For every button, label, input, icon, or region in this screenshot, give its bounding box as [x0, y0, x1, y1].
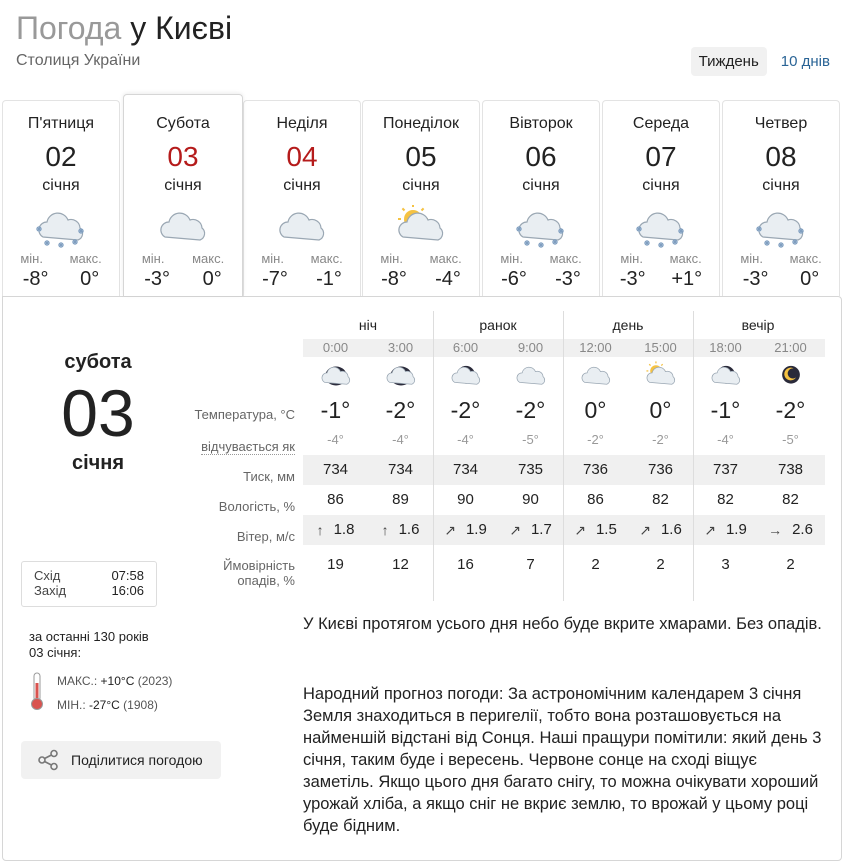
hour-temperature: -1° [710, 397, 741, 423]
sunrise-time: 07:58 [111, 568, 144, 583]
page-title [16, 8, 232, 48]
hour-wind [433, 515, 498, 545]
wind-speed: 1.9 [725, 521, 747, 538]
hour-precip: 7 [526, 556, 535, 573]
share-button[interactable] [21, 741, 221, 779]
wind-direction-icon: ↗ [704, 522, 716, 538]
history-min-label: МІН.: [57, 698, 86, 712]
day-tab[interactable] [482, 100, 600, 296]
divider [433, 311, 434, 601]
night-cloud-icon [303, 357, 368, 395]
selected-day-month: січня [71, 452, 125, 474]
hour-precip: 2 [591, 556, 600, 573]
cloud-snow-icon [511, 205, 571, 249]
min-temp: -6° [501, 268, 527, 290]
max-temp: 0° [202, 268, 222, 290]
label-temperature: Температура, °C [194, 407, 295, 422]
max-label: макс. [669, 251, 702, 266]
folk-title: Народний прогноз погоди: [303, 685, 504, 703]
day-number: 08 [765, 141, 797, 172]
temperature-row [303, 395, 825, 425]
hour-label: 9:00 [517, 340, 544, 355]
day-number: 05 [405, 141, 437, 172]
hour-precip: 12 [392, 556, 409, 573]
max-label: макс. [549, 251, 582, 266]
hour-pressure: 735 [517, 461, 544, 478]
min-temp: -8° [22, 268, 49, 290]
hour-humidity: 86 [587, 491, 604, 508]
label-feels: відчувається як [201, 439, 295, 454]
day-month: січня [522, 177, 560, 194]
day-name: Середа [632, 115, 690, 132]
hour-temperature: -2° [515, 397, 546, 423]
wind-speed: 1.5 [595, 521, 617, 538]
wind-speed: 1.7 [530, 521, 552, 538]
share-label: Поділитися погодою [71, 752, 203, 768]
ten-days-link[interactable]: 10 днів [780, 53, 830, 70]
day-tab[interactable] [2, 100, 120, 296]
day-month: січня [42, 177, 80, 194]
hour-feels: -5° [782, 432, 799, 447]
humidity-row [303, 485, 825, 515]
max-label: макс. [69, 251, 102, 266]
hour-wind [303, 515, 368, 545]
hour-wind [628, 515, 693, 545]
hour-humidity: 86 [327, 491, 344, 508]
sunset-label: Захід [34, 583, 67, 598]
hour-pressure: 736 [582, 461, 609, 478]
hour-feels: -4° [392, 432, 409, 447]
hour-label: 0:00 [322, 340, 349, 355]
min-label: мін. [380, 251, 403, 266]
hour-precip: 16 [457, 556, 474, 573]
hourly-forecast [303, 311, 825, 585]
moon-cloud-icon [433, 357, 498, 395]
wind-direction-icon: ↗ [444, 522, 456, 538]
label-precip-2: опадів, % [237, 573, 295, 588]
hour-wind [693, 515, 758, 545]
day-tabs [2, 96, 842, 296]
selected-day-number: 03 [61, 376, 135, 450]
divider [693, 311, 694, 601]
hour-feels: -4° [457, 432, 474, 447]
max-temp: 0° [800, 268, 820, 290]
cloud-snow-icon [31, 205, 91, 249]
moon-icon [758, 357, 823, 395]
wind-direction-icon: → [768, 522, 783, 538]
hour-feels: -2° [587, 432, 604, 447]
day-month: січня [762, 177, 800, 194]
day-tab[interactable] [602, 100, 720, 296]
cloud-snow-icon [751, 205, 811, 249]
wind-direction-icon: ↗ [574, 522, 586, 538]
wind-speed: 1.6 [398, 521, 420, 538]
sunset-time: 16:06 [111, 583, 144, 598]
hour-pressure: 737 [712, 461, 739, 478]
night-cloud-icon [368, 357, 433, 395]
day-month: січня [283, 177, 321, 194]
title-prefix: Погода [16, 10, 122, 46]
day-tab[interactable] [722, 100, 840, 296]
min-temp: -3° [619, 268, 646, 290]
pressure-row [303, 455, 825, 485]
day-number: 02 [45, 141, 77, 172]
hour-humidity: 90 [522, 491, 539, 508]
hour-label: 18:00 [709, 340, 742, 355]
day-tab[interactable] [362, 100, 480, 296]
hour-wind [563, 515, 628, 545]
hour-precip: 2 [656, 556, 665, 573]
hour-wind [368, 515, 433, 545]
history-line2: 03 січня: [29, 645, 82, 660]
history-records [57, 669, 172, 717]
precip-row [303, 545, 825, 585]
period-name: вечір [741, 317, 775, 333]
week-tab[interactable]: Тиждень [691, 47, 767, 76]
share-icon [37, 749, 59, 771]
day-month: січня [164, 177, 202, 194]
history-min-year: (1908) [123, 698, 158, 712]
day-name: Понеділок [382, 115, 460, 132]
wind-speed: 2.6 [792, 521, 813, 538]
hour-pressure: 738 [777, 461, 804, 478]
hour-humidity: 82 [652, 491, 669, 508]
history-max-year: (2023) [137, 674, 173, 688]
hour-pressure: 736 [647, 461, 674, 478]
sunrise-label: Схід [34, 568, 61, 583]
cloud-icon [498, 357, 563, 395]
day-name: Субота [156, 115, 210, 132]
hour-pressure: 734 [322, 461, 349, 478]
thermometer-icon [29, 671, 45, 711]
wind-direction-icon: ↗ [639, 522, 651, 538]
day-tab[interactable] [243, 100, 361, 296]
min-label: мін. [20, 251, 43, 266]
periods-row [303, 311, 825, 339]
max-label: макс. [429, 251, 462, 266]
period-name: ніч [358, 317, 378, 333]
page-subtitle: Столиця України [16, 52, 141, 69]
hour-humidity: 82 [717, 491, 734, 508]
hour-feels: -4° [327, 432, 344, 447]
history-min-value: -27°C [89, 698, 120, 712]
day-name: П'ятниця [27, 115, 95, 132]
max-label: макс. [789, 251, 822, 266]
hour-humidity: 82 [782, 491, 799, 508]
sun-times [21, 561, 157, 607]
wind-row [303, 515, 825, 545]
day-name: Четвер [754, 115, 808, 132]
period-name: день [612, 317, 644, 333]
hour-pressure: 734 [387, 461, 414, 478]
history-line1: за останні 130 років [29, 629, 149, 644]
hour-humidity: 90 [457, 491, 474, 508]
max-temp: -3° [555, 268, 581, 290]
min-temp: -7° [262, 268, 288, 290]
day-month: січня [402, 177, 440, 194]
folk-text: За астрономічним календарем 3 січня Земля знаходиться в перигелії, тобто вона розташовується на найменшій відстані від Сонця. Наші пращури помітили: який день 3 січня, таким буде і вересень. Червоне сонце на сході віщує заметіль. Якщо цього дня багато снігу, то можна очікувати хороший урожай хліба, а якщо сніг не вкриє землю, то врожай у цьому році буде бідним. [303, 685, 822, 835]
max-temp: +1° [671, 268, 703, 290]
hour-label: 12:00 [579, 340, 612, 355]
hour-temperature: 0° [584, 397, 607, 423]
sun-cloud-icon [628, 357, 693, 395]
max-temp: -1° [316, 268, 342, 290]
day-name: Вівторок [509, 115, 573, 132]
hour-feels: -2° [652, 432, 669, 447]
hour-temperature: 0° [649, 397, 672, 423]
divider [563, 311, 564, 601]
hour-precip: 19 [327, 556, 344, 573]
day-name: Неділя [276, 115, 328, 132]
min-label: мін. [141, 251, 165, 266]
hour-humidity: 89 [392, 491, 409, 508]
day-number: 07 [645, 141, 677, 172]
hour-precip: 3 [721, 556, 730, 573]
label-wind: Вітер, м/с [236, 529, 295, 544]
folk-forecast [303, 683, 823, 837]
hour-feels: -4° [717, 432, 734, 447]
history-max-label: МАКС.: [57, 674, 98, 688]
title-city: у Києві [130, 10, 233, 46]
hour-label: 6:00 [452, 340, 479, 355]
min-temp: -3° [742, 268, 769, 290]
sun-cloud-icon [391, 205, 451, 249]
hour-wind [498, 515, 563, 545]
feels-row [303, 425, 825, 455]
hour-feels: -5° [522, 432, 539, 447]
wind-speed: 1.8 [333, 521, 355, 538]
cloud-snow-icon [631, 205, 691, 249]
max-label: макс. [192, 251, 225, 266]
day-tab[interactable] [123, 94, 243, 296]
day-number: 06 [525, 141, 557, 172]
selected-day-name: субота [64, 351, 132, 373]
hour-pressure: 734 [452, 461, 479, 478]
cloud-icon [272, 205, 332, 249]
day-description: У Києві протягом усього дня небо буде вкрите хмарами. Без опадів. [303, 615, 822, 633]
cloud-icon [563, 357, 628, 395]
wind-direction-icon: ↗ [509, 522, 521, 538]
wind-direction-icon: ↑ [381, 522, 389, 538]
hour-label: 15:00 [644, 340, 677, 355]
min-label: мін. [500, 251, 523, 266]
min-temp: -3° [144, 268, 171, 290]
period-switch [691, 47, 838, 76]
min-label: мін. [740, 251, 763, 266]
min-label: мін. [261, 251, 284, 266]
max-temp: -4° [435, 268, 461, 290]
hours-row [303, 339, 825, 357]
icons-row [303, 357, 825, 395]
hour-label: 3:00 [387, 340, 414, 355]
label-precip-1: Ймовірність [223, 558, 295, 573]
day-number: 04 [286, 141, 318, 172]
day-number: 03 [167, 141, 199, 172]
history-heading [29, 629, 149, 661]
wind-direction-icon: ↑ [316, 522, 324, 538]
wind-speed: 1.6 [660, 521, 682, 538]
period-name: ранок [479, 317, 517, 333]
hour-temperature: -2° [385, 397, 416, 423]
max-temp: 0° [80, 268, 100, 290]
hour-label: 21:00 [774, 340, 807, 355]
selected-day [3, 351, 193, 475]
cloud-icon [153, 205, 213, 249]
max-label: макс. [310, 251, 343, 266]
hour-wind [758, 515, 823, 545]
day-detail-card [2, 296, 842, 861]
moon-cloud-icon [693, 357, 758, 395]
hour-temperature: -2° [775, 397, 806, 423]
label-humidity: Вологість, % [218, 499, 295, 514]
history-max-value: +10°C [100, 674, 135, 688]
label-pressure: Тиск, мм [243, 469, 295, 484]
wind-speed: 1.9 [465, 521, 487, 538]
day-month: січня [642, 177, 680, 194]
hour-temperature: -2° [450, 397, 481, 423]
min-label: мін. [620, 251, 643, 266]
hour-precip: 2 [786, 556, 795, 573]
min-temp: -8° [381, 268, 407, 290]
hour-temperature: -1° [320, 397, 351, 423]
